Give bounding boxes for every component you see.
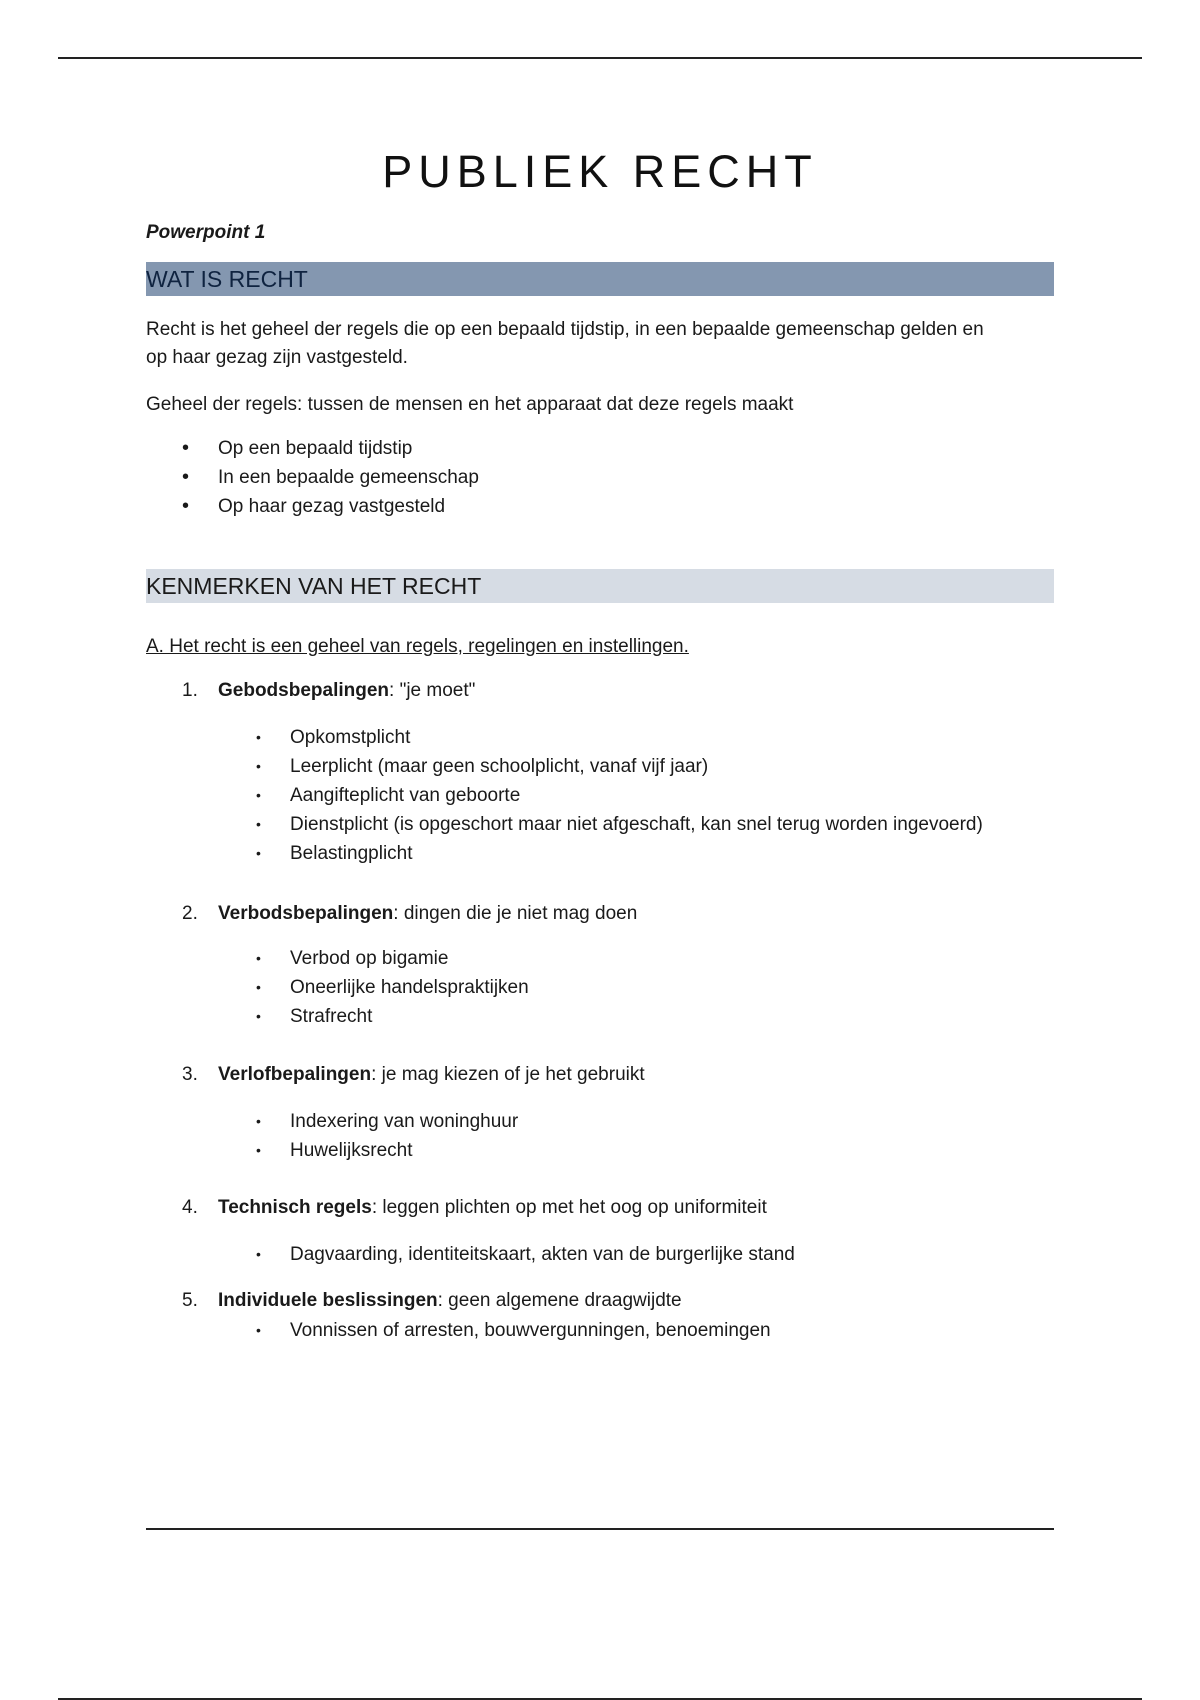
list-item-text: Vonnissen of arresten, bouwvergunningen, benoemingen (290, 1320, 771, 1341)
list-item-text: Aangifteplicht van geboorte (290, 785, 521, 806)
definition-paragraph (146, 316, 1054, 372)
list-item-text: In een bepaalde gemeenschap (218, 467, 479, 488)
list-item (256, 723, 983, 752)
bullet-icon: • (256, 758, 261, 774)
list-item-text: Op haar gezag vastgesteld (218, 496, 446, 517)
bullet-icon: • (182, 466, 190, 488)
definition-bullet-list (182, 434, 479, 521)
bullet-icon: • (182, 495, 190, 517)
item-number: 5. (182, 1290, 198, 1311)
list-item (256, 973, 529, 1002)
bullet-icon: • (256, 1008, 261, 1024)
item-text (218, 677, 475, 705)
item-number: 1. (182, 680, 198, 701)
definition-line: Recht is het geheel der regels die op een bepaald tijdstip, in een bepaalde gemeenschap gelden en (146, 319, 984, 340)
list-item-text: Belastingplicht (290, 843, 413, 864)
verbod-bullet-list (256, 944, 529, 1031)
individuele-bullet-list (256, 1316, 771, 1345)
list-item (256, 944, 529, 973)
document-title: PUBLIEK RECHT (382, 146, 818, 197)
technisch-bullet-list (256, 1240, 795, 1269)
item-text (218, 900, 637, 928)
bullet-icon: • (256, 816, 261, 832)
list-item-text: Leerplicht (maar geen schoolplicht, vanaf vijf jaar) (290, 756, 709, 777)
section-heading-wat-is-recht (146, 262, 1054, 296)
item-description: : je mag kiezen of je het gebruikt (371, 1064, 645, 1085)
point-a-underlined: A. Het recht is een geheel van regels, regelingen en instellingen. (146, 636, 689, 657)
bullet-icon: • (256, 1142, 261, 1158)
item-description: : "je moet" (389, 680, 476, 701)
document-subtitle: Powerpoint 1 (146, 222, 266, 243)
header-rule (58, 57, 1142, 59)
bullet-icon: • (256, 845, 261, 861)
list-item-text: Huwelijksrecht (290, 1140, 413, 1161)
item-term: Verbodsbepalingen (218, 903, 394, 924)
bullet-icon: • (256, 787, 261, 803)
list-item (256, 1136, 518, 1165)
item-description: : leggen plichten op met het oog op uniformiteit (371, 1197, 767, 1218)
item-term: Verlofbepalingen (218, 1064, 372, 1085)
item-description: : dingen die je niet mag doen (393, 903, 638, 924)
list-item (182, 434, 479, 463)
list-item-text: Indexering van woninghuur (290, 1111, 519, 1132)
list-item-text: Strafrecht (290, 1006, 373, 1027)
list-item (256, 1316, 771, 1345)
list-item (256, 1002, 529, 1031)
list-item (256, 1240, 795, 1269)
item-term: Individuele beslissingen (218, 1290, 438, 1311)
list-item (256, 810, 983, 839)
bullet-icon: • (256, 729, 261, 745)
section-heading-label: KENMERKEN VAN HET RECHT (146, 573, 482, 599)
bullet-icon: • (256, 1246, 261, 1262)
list-item-text: Dienstplicht (is opgeschort maar niet afgeschaft, kan snel terug worden ingevoerd) (290, 814, 983, 835)
bullet-icon: • (256, 950, 261, 966)
list-item-text: Oneerlijke handelspraktijken (290, 977, 529, 998)
item-number: 2. (182, 903, 198, 924)
list-item (182, 492, 479, 521)
list-item (256, 839, 983, 868)
bullet-icon: • (182, 437, 190, 459)
list-item-text: Dagvaarding, identiteitskaart, akten van de burgerlijke stand (290, 1244, 795, 1265)
footer-rule (146, 1528, 1054, 1530)
verlof-bullet-list (256, 1107, 519, 1165)
item-number: 4. (182, 1197, 198, 1218)
item-text (218, 1287, 682, 1315)
definition-line: op haar gezag zijn vastgesteld. (146, 347, 408, 368)
item-text (218, 1061, 645, 1089)
item-term: Gebodsbepalingen (218, 680, 390, 701)
list-item (256, 781, 983, 810)
section-heading-kenmerken (146, 569, 1054, 603)
list-item-text: Opkomstplicht (290, 727, 411, 748)
item-number: 3. (182, 1064, 198, 1085)
list-item (182, 463, 479, 492)
list-item (256, 752, 983, 781)
regels-paragraph: Geheel der regels: tussen de mensen en het apparaat dat deze regels maakt (146, 394, 794, 415)
item-term: Technisch regels (218, 1197, 372, 1218)
bullet-icon: • (256, 979, 261, 995)
item-description: : geen algemene draagwijdte (437, 1290, 682, 1311)
bullet-icon: • (256, 1113, 261, 1129)
item-text (218, 1194, 767, 1222)
list-item (256, 1107, 519, 1136)
list-item-text: Verbod op bigamie (290, 948, 449, 969)
section-heading-label: WAT IS RECHT (146, 266, 308, 292)
bullet-icon: • (256, 1322, 261, 1338)
list-item-text: Op een bepaald tijdstip (218, 438, 413, 459)
gebod-bullet-list (256, 723, 983, 868)
